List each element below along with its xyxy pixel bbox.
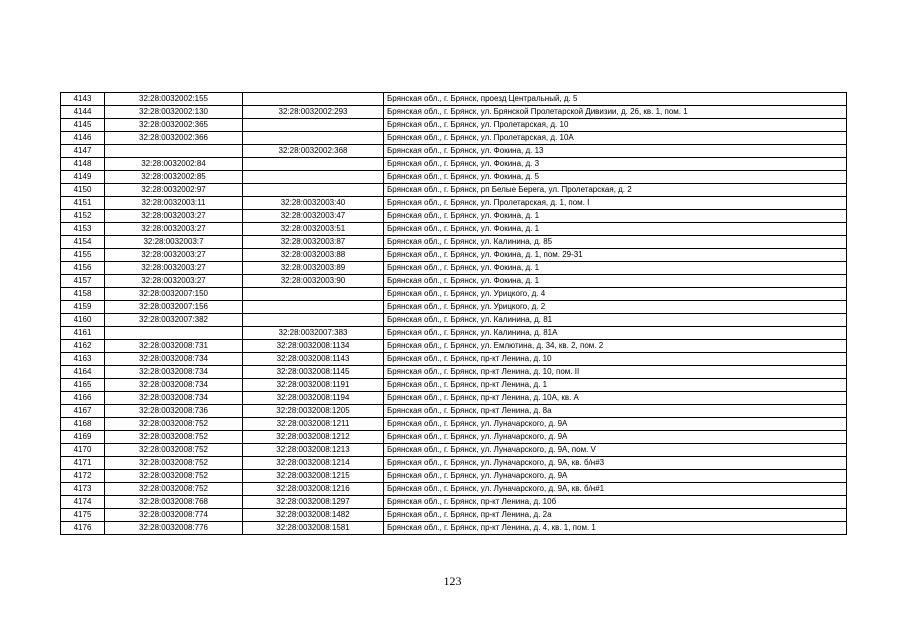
row-number: 4171 xyxy=(61,457,105,470)
table-row xyxy=(61,470,847,483)
address-cell: Брянская обл., г. Брянск, ул. Луначарского, д. 9А, кв. б/н#1 xyxy=(384,483,847,496)
row-number: 4150 xyxy=(61,184,105,197)
table-row xyxy=(61,327,847,340)
cadastral-number-cell: 32:28:0032008:734 xyxy=(105,353,243,366)
row-number: 4149 xyxy=(61,171,105,184)
table-row xyxy=(61,353,847,366)
cadastral-number-cell: 32:28:0032008:734 xyxy=(105,379,243,392)
cadastral-number-cell: 32:28:0032008:736 xyxy=(105,405,243,418)
address-cell: Брянская обл., г. Брянск, ул. Калинина, д. 85 xyxy=(384,236,847,249)
cadastral-number-cell: 32:28:0032002:365 xyxy=(105,119,243,132)
cadastral-number-cell: 32:28:0032008:734 xyxy=(105,366,243,379)
table-row xyxy=(61,262,847,275)
object-cadastral-number-cell xyxy=(243,132,384,145)
address-cell: Брянская обл., г. Брянск, ул. Фокина, д. 1 xyxy=(384,275,847,288)
object-cadastral-number-cell: 32:28:0032008:1143 xyxy=(243,353,384,366)
address-cell: Брянская обл., г. Брянск, ул. Калинина, д. 81А xyxy=(384,327,847,340)
cadastral-number-cell: 32:28:0032003:27 xyxy=(105,249,243,262)
cadastral-number-cell: 32:28:0032008:752 xyxy=(105,431,243,444)
object-cadastral-number-cell xyxy=(243,184,384,197)
row-number: 4146 xyxy=(61,132,105,145)
address-cell: Брянская обл., г. Брянск, пр-кт Ленина, д. 10б xyxy=(384,496,847,509)
table-row xyxy=(61,392,847,405)
table-row xyxy=(61,301,847,314)
object-cadastral-number-cell: 32:28:0032008:1581 xyxy=(243,522,384,535)
table-row xyxy=(61,184,847,197)
table-row xyxy=(61,496,847,509)
address-cell: Брянская обл., г. Брянск, пр-кт Ленина, д. 2а xyxy=(384,509,847,522)
address-cell: Брянская обл., г. Брянск, ул. Фокина, д. 13 xyxy=(384,145,847,158)
object-cadastral-number-cell: 32:28:0032003:90 xyxy=(243,275,384,288)
address-cell: Брянская обл., г. Брянск, пр-кт Ленина, д. 10 xyxy=(384,353,847,366)
table-row xyxy=(61,457,847,470)
row-number: 4145 xyxy=(61,119,105,132)
address-cell: Брянская обл., г. Брянск, ул. Фокина, д. 1 xyxy=(384,223,847,236)
table-row xyxy=(61,405,847,418)
cadastral-number-cell: 32:28:0032003:27 xyxy=(105,210,243,223)
cadastral-number-cell: 32:28:0032008:752 xyxy=(105,470,243,483)
object-cadastral-number-cell: 32:28:0032003:47 xyxy=(243,210,384,223)
cadastral-number-cell: 32:28:0032002:130 xyxy=(105,106,243,119)
row-number: 4147 xyxy=(61,145,105,158)
row-number: 4143 xyxy=(61,93,105,106)
address-cell: Брянская обл., г. Брянск, проезд Центральный, д. 5 xyxy=(384,93,847,106)
object-cadastral-number-cell: 32:28:0032008:1297 xyxy=(243,496,384,509)
row-number: 4166 xyxy=(61,392,105,405)
table-row xyxy=(61,93,847,106)
cadastral-number-cell: 32:28:0032008:752 xyxy=(105,483,243,496)
object-cadastral-number-cell: 32:28:0032008:1216 xyxy=(243,483,384,496)
table-row xyxy=(61,210,847,223)
cadastral-number-cell: 32:28:0032003:11 xyxy=(105,197,243,210)
object-cadastral-number-cell: 32:28:0032002:293 xyxy=(243,106,384,119)
address-cell: Брянская обл., г. Брянск, ул. Луначарского, д. 9А xyxy=(384,418,847,431)
address-cell: Брянская обл., г. Брянск, пр-кт Ленина, д. 4, кв. 1, пом. 1 xyxy=(384,522,847,535)
address-cell: Брянская обл., г. Брянск, ул. Пролетарская, д. 1, пом. I xyxy=(384,197,847,210)
object-cadastral-number-cell: 32:28:0032003:40 xyxy=(243,197,384,210)
row-number: 4159 xyxy=(61,301,105,314)
row-number: 4175 xyxy=(61,509,105,522)
cadastral-number-cell: 32:28:0032003:27 xyxy=(105,275,243,288)
object-cadastral-number-cell: 32:28:0032008:1205 xyxy=(243,405,384,418)
address-cell: Брянская обл., г. Брянск, ул. Калинина, д. 81 xyxy=(384,314,847,327)
address-cell: Брянская обл., г. Брянск, ул. Фокина, д. 1, пом. 29-31 xyxy=(384,249,847,262)
object-cadastral-number-cell: 32:28:0032003:89 xyxy=(243,262,384,275)
table-body xyxy=(61,93,847,535)
data-table xyxy=(60,92,847,535)
row-number: 4155 xyxy=(61,249,105,262)
row-number: 4153 xyxy=(61,223,105,236)
row-number: 4151 xyxy=(61,197,105,210)
object-cadastral-number-cell: 32:28:0032008:1134 xyxy=(243,340,384,353)
address-cell: Брянская обл., г. Брянск, ул. Пролетарская, д. 10 xyxy=(384,119,847,132)
address-cell: Брянская обл., г. Брянск, пр-кт Ленина, д. 1 xyxy=(384,379,847,392)
object-cadastral-number-cell: 32:28:0032003:51 xyxy=(243,223,384,236)
row-number: 4165 xyxy=(61,379,105,392)
cadastral-number-cell: 32:28:0032002:366 xyxy=(105,132,243,145)
row-number: 4163 xyxy=(61,353,105,366)
table-row xyxy=(61,431,847,444)
object-cadastral-number-cell: 32:28:0032002:368 xyxy=(243,145,384,158)
address-cell: Брянская обл., г. Брянск, ул. Луначарского, д. 9А, кв. б/н#3 xyxy=(384,457,847,470)
cadastral-number-cell: 32:28:0032008:752 xyxy=(105,418,243,431)
cadastral-number-cell: 32:28:0032003:27 xyxy=(105,262,243,275)
cadastral-number-cell xyxy=(105,145,243,158)
cadastral-number-cell: 32:28:0032008:776 xyxy=(105,522,243,535)
row-number: 4167 xyxy=(61,405,105,418)
table-row xyxy=(61,366,847,379)
cadastral-number-cell: 32:28:0032007:382 xyxy=(105,314,243,327)
address-cell: Брянская обл., г. Брянск, ул. Фокина, д. 3 xyxy=(384,158,847,171)
object-cadastral-number-cell xyxy=(243,158,384,171)
cadastral-number-cell: 32:28:0032003:7 xyxy=(105,236,243,249)
row-number: 4169 xyxy=(61,431,105,444)
address-cell: Брянская обл., г. Брянск, ул. Пролетарская, д. 10А xyxy=(384,132,847,145)
address-cell: Брянская обл., г. Брянск, ул. Емлютина, д. 34, кв. 2, пом. 2 xyxy=(384,340,847,353)
cadastral-number-cell: 32:28:0032002:97 xyxy=(105,184,243,197)
object-cadastral-number-cell: 32:28:0032008:1211 xyxy=(243,418,384,431)
cadastral-number-cell xyxy=(105,327,243,340)
table-row xyxy=(61,119,847,132)
row-number: 4144 xyxy=(61,106,105,119)
table-row xyxy=(61,444,847,457)
address-cell: Брянская обл., г. Брянск, ул. Луначарского, д. 9А, пом. V xyxy=(384,444,847,457)
cadastral-number-cell: 32:28:0032007:150 xyxy=(105,288,243,301)
page-number: 123 xyxy=(443,574,462,588)
cadastral-number-cell: 32:28:0032002:84 xyxy=(105,158,243,171)
table-row xyxy=(61,158,847,171)
row-number: 4173 xyxy=(61,483,105,496)
table-row xyxy=(61,483,847,496)
table-row xyxy=(61,249,847,262)
object-cadastral-number-cell: 32:28:0032008:1194 xyxy=(243,392,384,405)
table-row xyxy=(61,314,847,327)
table-row xyxy=(61,522,847,535)
table-row xyxy=(61,379,847,392)
row-number: 4157 xyxy=(61,275,105,288)
row-number: 4170 xyxy=(61,444,105,457)
address-cell: Брянская обл., г. Брянск, ул. Урицкого, д. 4 xyxy=(384,288,847,301)
cadastral-number-cell: 32:28:0032008:734 xyxy=(105,392,243,405)
address-cell: Брянская обл., г. Брянск, ул. Луначарского, д. 9А xyxy=(384,470,847,483)
table-row xyxy=(61,223,847,236)
address-cell: Брянская обл., г. Брянск, ул. Фокина, д. 1 xyxy=(384,210,847,223)
address-cell: Брянская обл., г. Брянск, ул. Брянской Пролетарской Дивизии, д. 26, кв. 1, пом. 1 xyxy=(384,106,847,119)
address-cell: Брянская обл., г. Брянск, ул. Фокина, д. 1 xyxy=(384,262,847,275)
address-cell: Брянская обл., г. Брянск, пр-кт Ленина, д. 10, пом. II xyxy=(384,366,847,379)
object-cadastral-number-cell: 32:28:0032003:87 xyxy=(243,236,384,249)
address-cell: Брянская обл., г. Брянск, пр-кт Ленина, д. 8а xyxy=(384,405,847,418)
object-cadastral-number-cell xyxy=(243,171,384,184)
object-cadastral-number-cell: 32:28:0032008:1145 xyxy=(243,366,384,379)
cadastral-number-cell: 32:28:0032008:774 xyxy=(105,509,243,522)
object-cadastral-number-cell: 32:28:0032008:1191 xyxy=(243,379,384,392)
cadastral-number-cell: 32:28:0032002:155 xyxy=(105,93,243,106)
table-row xyxy=(61,236,847,249)
object-cadastral-number-cell: 32:28:0032008:1215 xyxy=(243,470,384,483)
row-number: 4154 xyxy=(61,236,105,249)
cadastral-number-cell: 32:28:0032008:768 xyxy=(105,496,243,509)
row-number: 4148 xyxy=(61,158,105,171)
row-number: 4152 xyxy=(61,210,105,223)
object-cadastral-number-cell xyxy=(243,314,384,327)
table-row xyxy=(61,509,847,522)
row-number: 4168 xyxy=(61,418,105,431)
object-cadastral-number-cell: 32:28:0032007:383 xyxy=(243,327,384,340)
object-cadastral-number-cell: 32:28:0032008:1212 xyxy=(243,431,384,444)
object-cadastral-number-cell: 32:28:0032008:1213 xyxy=(243,444,384,457)
table-row xyxy=(61,171,847,184)
row-number: 4161 xyxy=(61,327,105,340)
object-cadastral-number-cell: 32:28:0032003:88 xyxy=(243,249,384,262)
row-number: 4176 xyxy=(61,522,105,535)
cadastral-number-cell: 32:28:0032007:156 xyxy=(105,301,243,314)
object-cadastral-number-cell xyxy=(243,288,384,301)
row-number: 4174 xyxy=(61,496,105,509)
row-number: 4156 xyxy=(61,262,105,275)
address-cell: Брянская обл., г. Брянск, ул. Урицкого, д. 2 xyxy=(384,301,847,314)
table-row xyxy=(61,288,847,301)
table-row xyxy=(61,132,847,145)
cadastral-number-cell: 32:28:0032008:731 xyxy=(105,340,243,353)
table-row xyxy=(61,275,847,288)
row-number: 4162 xyxy=(61,340,105,353)
address-cell: Брянская обл., г. Брянск, ул. Луначарского, д. 9А xyxy=(384,431,847,444)
cadastral-number-cell: 32:28:0032003:27 xyxy=(105,223,243,236)
address-cell: Брянская обл., г. Брянск, ул. Фокина, д. 5 xyxy=(384,171,847,184)
table-row xyxy=(61,145,847,158)
table-row xyxy=(61,340,847,353)
object-cadastral-number-cell: 32:28:0032008:1214 xyxy=(243,457,384,470)
table-row xyxy=(61,418,847,431)
cadastral-number-cell: 32:28:0032008:752 xyxy=(105,457,243,470)
cadastral-number-cell: 32:28:0032002:85 xyxy=(105,171,243,184)
row-number: 4164 xyxy=(61,366,105,379)
cadastral-number-cell: 32:28:0032008:752 xyxy=(105,444,243,457)
row-number: 4160 xyxy=(61,314,105,327)
address-cell: Брянская обл., г. Брянск, рп Белые Берега, ул. Пролетарская, д. 2 xyxy=(384,184,847,197)
object-cadastral-number-cell xyxy=(243,119,384,132)
table-row xyxy=(61,197,847,210)
address-cell: Брянская обл., г. Брянск, пр-кт Ленина, д. 10А, кв. А xyxy=(384,392,847,405)
object-cadastral-number-cell xyxy=(243,301,384,314)
row-number: 4158 xyxy=(61,288,105,301)
object-cadastral-number-cell xyxy=(243,93,384,106)
table-row xyxy=(61,106,847,119)
row-number: 4172 xyxy=(61,470,105,483)
object-cadastral-number-cell: 32:28:0032008:1482 xyxy=(243,509,384,522)
